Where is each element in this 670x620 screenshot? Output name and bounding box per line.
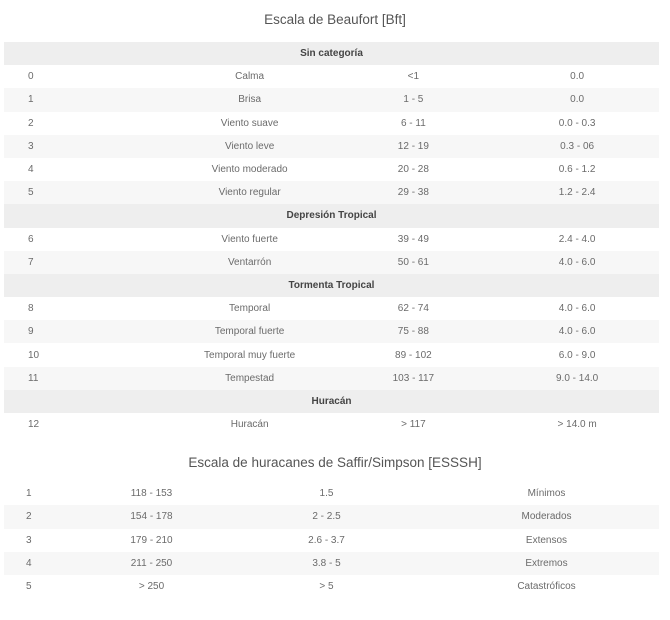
storm-surge: 1.5 bbox=[319, 488, 334, 500]
wind-speed-kmh: 211 - 250 bbox=[84, 552, 219, 575]
wind-speed-kmh: 39 - 49 bbox=[332, 228, 496, 251]
category-header-row bbox=[4, 274, 659, 297]
wave-height: 2.4 - 4.0 bbox=[495, 228, 659, 251]
damage-level: Moderados bbox=[434, 505, 659, 528]
wind-speed-kmh: 6 - 11 bbox=[332, 112, 496, 135]
wave-height: 4.0 - 6.0 bbox=[495, 297, 659, 320]
beaufort-number: 6 bbox=[4, 228, 168, 251]
table-row bbox=[4, 343, 659, 366]
wave-height: 0.6 - 1.2 bbox=[495, 158, 659, 181]
damage-level: Extensos bbox=[525, 534, 568, 546]
storm-surge: 2 - 2.5 bbox=[219, 505, 434, 528]
table-row bbox=[4, 181, 659, 204]
wind-description: Temporal muy fuerte bbox=[168, 343, 332, 366]
beaufort-number: 1 bbox=[4, 88, 168, 111]
table-row bbox=[4, 575, 659, 598]
beaufort-number: 0 bbox=[4, 65, 168, 88]
wave-height: 0.0 - 0.3 bbox=[495, 112, 659, 135]
wind-description: Viento moderado bbox=[168, 158, 332, 181]
category-label: Sin categoría bbox=[4, 42, 659, 65]
beaufort-number: 8 bbox=[4, 297, 168, 320]
table-row bbox=[4, 65, 659, 88]
beaufort-number: 7 bbox=[4, 251, 168, 274]
beaufort-table bbox=[4, 42, 659, 436]
table-row bbox=[4, 112, 659, 135]
wind-speed-kmh: 20 - 28 bbox=[332, 158, 496, 181]
table-row bbox=[4, 158, 659, 181]
beaufort-number: 3 bbox=[4, 135, 168, 158]
wind-speed-kmh: 29 - 38 bbox=[332, 181, 496, 204]
category-number: 5 bbox=[26, 581, 32, 593]
wind-speed-kmh: 154 - 178 bbox=[84, 505, 219, 528]
table-row bbox=[4, 88, 659, 111]
wind-description: Tempestad bbox=[168, 367, 332, 390]
table-row bbox=[4, 529, 659, 552]
table-row bbox=[4, 552, 659, 575]
category-header-row bbox=[4, 204, 659, 227]
wind-description: Ventarrón bbox=[168, 251, 332, 274]
category-number: 3 bbox=[26, 534, 32, 546]
wind-speed-kmh: 12 - 19 bbox=[332, 135, 496, 158]
wind-description: Temporal fuerte bbox=[168, 320, 332, 343]
wave-height: 1.2 - 2.4 bbox=[495, 181, 659, 204]
category-header-row bbox=[4, 42, 659, 65]
wind-speed-kmh: <1 bbox=[332, 65, 496, 88]
storm-surge: > 5 bbox=[319, 581, 334, 593]
wind-speed-kmh: 50 - 61 bbox=[332, 251, 496, 274]
category-number: 1 bbox=[26, 488, 32, 500]
category-label: Tormenta Tropical bbox=[4, 274, 659, 297]
wave-height: 0.3 - 06 bbox=[495, 135, 659, 158]
damage-level: Extremos bbox=[434, 552, 659, 575]
category-label: Huracán bbox=[4, 390, 659, 413]
beaufort-number: 11 bbox=[4, 367, 168, 390]
beaufort-number: 12 bbox=[4, 413, 168, 436]
wind-description: Huracán bbox=[168, 413, 332, 436]
wind-description: Viento leve bbox=[168, 135, 332, 158]
table-row bbox=[4, 482, 659, 505]
category-header-row bbox=[4, 390, 659, 413]
storm-surge: 2.6 - 3.7 bbox=[308, 534, 345, 546]
wind-speed-kmh: > 250 bbox=[138, 581, 165, 593]
damage-level: Catastróficos bbox=[517, 581, 576, 593]
beaufort-number: 2 bbox=[4, 112, 168, 135]
category-number: 4 bbox=[4, 552, 84, 575]
category-number: 2 bbox=[4, 505, 84, 528]
storm-surge: 3.8 - 5 bbox=[219, 552, 434, 575]
table-row bbox=[4, 367, 659, 390]
category-label: Depresión Tropical bbox=[4, 204, 659, 227]
table-row bbox=[4, 320, 659, 343]
table-row bbox=[4, 251, 659, 274]
wind-speed-kmh: 118 - 153 bbox=[130, 488, 173, 500]
wave-height: 0.0 bbox=[495, 88, 659, 111]
wave-height: 4.0 - 6.0 bbox=[495, 251, 659, 274]
table-row bbox=[4, 135, 659, 158]
table-row bbox=[4, 413, 659, 436]
beaufort-title: Escala de Beaufort [Bft] bbox=[264, 12, 406, 27]
table-row bbox=[4, 228, 659, 251]
wind-speed-kmh: 75 - 88 bbox=[332, 320, 496, 343]
wind-speed-kmh: 103 - 117 bbox=[332, 367, 496, 390]
wind-description: Temporal bbox=[168, 297, 332, 320]
wind-description: Viento fuerte bbox=[168, 228, 332, 251]
wind-description: Viento suave bbox=[168, 112, 332, 135]
wind-speed-kmh: > 117 bbox=[332, 413, 496, 436]
beaufort-number: 5 bbox=[4, 181, 168, 204]
wave-height: 6.0 - 9.0 bbox=[495, 343, 659, 366]
wind-description: Viento regular bbox=[168, 181, 332, 204]
wave-height: 4.0 - 6.0 bbox=[495, 320, 659, 343]
table-row bbox=[4, 505, 659, 528]
damage-level: Mínimos bbox=[527, 488, 566, 500]
beaufort-number: 10 bbox=[4, 343, 168, 366]
wind-description: Calma bbox=[168, 65, 332, 88]
wind-speed-kmh: 179 - 210 bbox=[130, 534, 173, 546]
beaufort-number: 9 bbox=[4, 320, 168, 343]
wind-speed-kmh: 62 - 74 bbox=[332, 297, 496, 320]
wave-height: 9.0 - 14.0 bbox=[495, 367, 659, 390]
wind-description: Brisa bbox=[168, 88, 332, 111]
beaufort-number: 4 bbox=[4, 158, 168, 181]
saffir-simpson-title: Escala de huracanes de Saffir/Simpson [ESSSH] bbox=[188, 455, 482, 471]
wave-height: > 14.0 m bbox=[495, 413, 659, 436]
wind-speed-kmh: 89 - 102 bbox=[332, 343, 496, 366]
saffir-simpson-table bbox=[4, 482, 659, 598]
wind-speed-kmh: 1 - 5 bbox=[332, 88, 496, 111]
table-row bbox=[4, 297, 659, 320]
wave-height: 0.0 bbox=[495, 65, 659, 88]
